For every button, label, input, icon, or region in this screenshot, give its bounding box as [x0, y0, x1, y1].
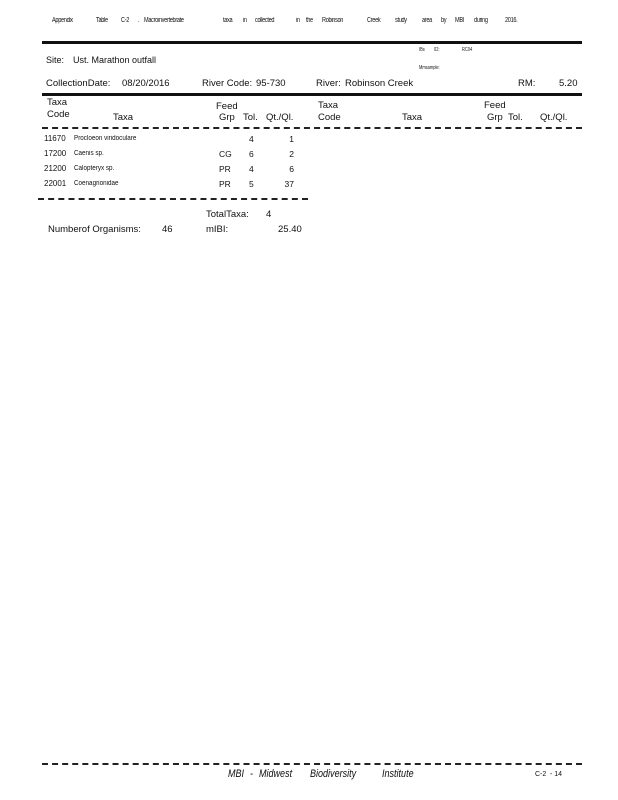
river-code-label: River Code:	[202, 78, 253, 89]
row-tol: 4	[249, 164, 254, 174]
row-code: 22001	[44, 179, 67, 188]
row-code: 11670	[44, 134, 66, 143]
rm-label: RM:	[518, 78, 536, 89]
row-qt: 2	[289, 149, 294, 159]
caption-word: taxa	[223, 17, 233, 24]
row-qt: 37	[284, 179, 294, 189]
col-taxa: Taxa	[402, 112, 423, 123]
row-tol: 4	[249, 134, 254, 144]
caption-word: Creek	[367, 17, 381, 24]
rm-value: 5.20	[559, 78, 578, 89]
header-dashed-rule	[42, 127, 582, 129]
caption-word: by	[441, 17, 447, 24]
col-feed-grp: Grp	[487, 112, 503, 123]
organisms-label: Numberof Organisms:	[48, 224, 141, 235]
organisms-value: 46	[162, 224, 173, 235]
footer-page-id: C-2	[535, 771, 547, 778]
row-tol: 5	[249, 179, 254, 189]
footer-org-short: MBI	[228, 768, 245, 780]
river-name: Robinson Creek	[345, 78, 414, 89]
river-code: 95-730	[256, 78, 286, 89]
row-tol: 6	[249, 149, 254, 159]
col-feed-grp: Feed	[216, 101, 238, 112]
caption-word: area	[422, 17, 432, 24]
caption-word: MBI	[455, 17, 464, 24]
caption-word: Robinson	[322, 17, 344, 24]
caption-word: in	[243, 17, 247, 24]
col-taxa-code: Code	[318, 112, 341, 123]
row-code: 21200	[44, 164, 67, 173]
col-tol: Tol.	[243, 112, 258, 123]
caption-word: Table	[96, 17, 108, 24]
caption-word: study	[395, 17, 407, 24]
river-label: River:	[316, 78, 341, 89]
site-tag: Mmsample:	[419, 65, 440, 71]
site-tag: 02:	[434, 47, 440, 53]
col-tol: Tol.	[508, 112, 523, 123]
caption-word: during	[474, 17, 488, 24]
caption-word: C-2	[121, 17, 130, 24]
col-taxa: Taxa	[113, 112, 134, 123]
header-rule	[42, 41, 582, 44]
table-bottom-dashed-rule	[38, 198, 308, 200]
row-feed-grp: CG	[219, 149, 232, 159]
site-tag: IBs	[419, 47, 425, 53]
site-name: Ust. Marathon outfall	[73, 55, 157, 65]
row-taxa: Caenis sp.	[74, 150, 104, 157]
footer-page-number: - 14	[550, 771, 563, 778]
row-feed-grp: PR	[219, 179, 231, 189]
row-taxa: Calopteryx sp.	[74, 165, 115, 172]
mibi-value: 25.40	[278, 224, 302, 235]
col-taxa-code: Code	[47, 109, 70, 120]
caption-word: Macroinvertebrate	[144, 17, 184, 24]
caption-word: 2016.	[505, 17, 518, 24]
collection-date-label: CollectionDate:	[46, 78, 111, 89]
footer-org-word: Midwest	[259, 768, 293, 780]
row-qt: 6	[289, 164, 294, 174]
footer-org-word: Institute	[382, 768, 414, 780]
caption-word: Appendix	[52, 17, 73, 24]
col-taxa-code: Taxa	[47, 97, 68, 108]
total-taxa-value: 4	[266, 209, 272, 220]
col-feed-grp: Grp	[219, 112, 235, 123]
caption-word: in	[296, 17, 300, 24]
footer-dashed-rule	[42, 763, 582, 765]
col-feed-grp: Feed	[484, 100, 506, 111]
row-feed-grp: PR	[219, 164, 231, 174]
col-qt-ql: Qt./Ql.	[540, 112, 568, 123]
footer-org-word: Biodiversity	[310, 768, 357, 780]
footer-dash: -	[250, 768, 254, 780]
col-taxa-code: Taxa	[318, 100, 339, 111]
row-code: 17200	[44, 149, 67, 158]
row-qt: 1	[289, 134, 294, 144]
site-label: Site:	[46, 55, 65, 65]
caption-word: collected	[255, 17, 275, 24]
col-qt-ql: Qt./Ql.	[266, 112, 294, 123]
row-taxa: Procloeon viridoculare	[74, 135, 137, 142]
collection-date: 08/20/2016	[122, 78, 170, 89]
caption-word: .	[138, 17, 140, 24]
row-taxa: Coenagrionidae	[74, 180, 119, 187]
caption-word: the	[306, 17, 313, 24]
mibi-label: mIBI:	[206, 224, 229, 235]
table-top-rule	[42, 93, 582, 96]
total-taxa-label: TotalTaxa:	[206, 209, 249, 220]
site-tag: RC04	[462, 47, 473, 53]
